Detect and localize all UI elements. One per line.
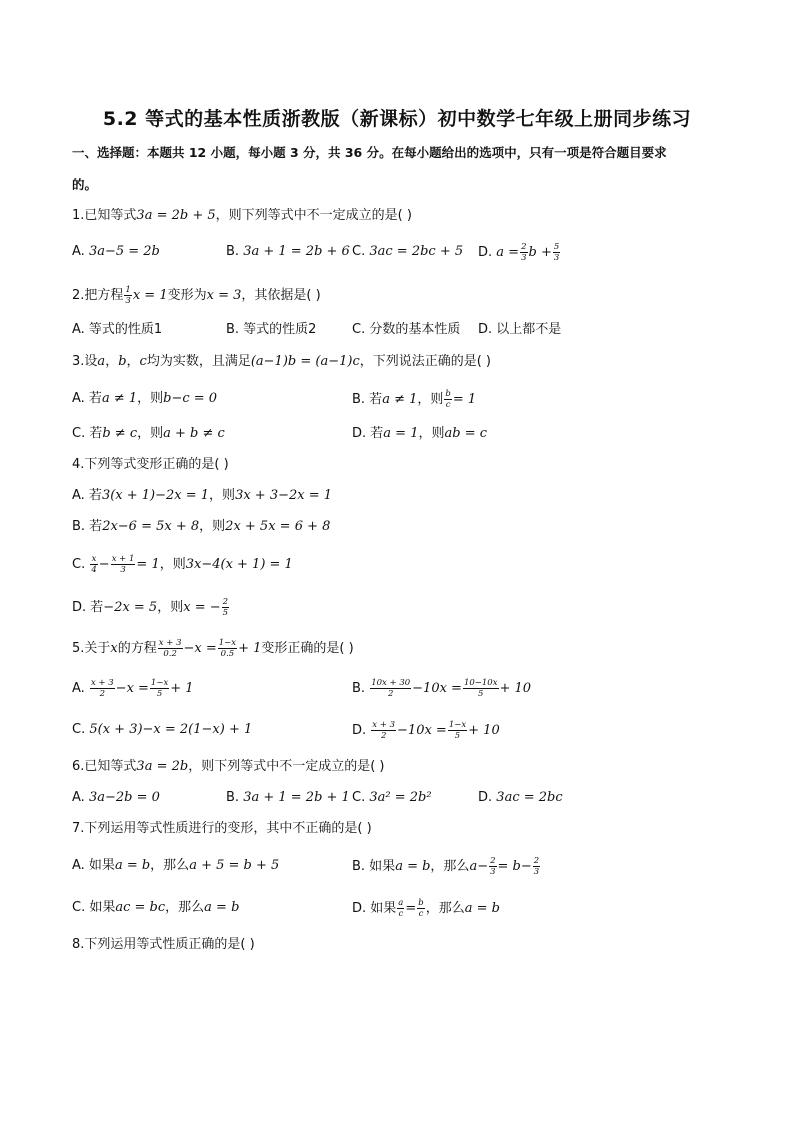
fraction: $\frac{b}{c}$ [445, 389, 451, 410]
q5-option-a[interactable]: A. $\frac{x + 3}{2}$ −x = $\frac{1-x}{5}$ + 1 [72, 678, 194, 699]
q3-option-b[interactable]: B. 若a ≠ 1，则 $\frac{b}{c}$ = 1 [352, 389, 477, 410]
question-7: 7.下列运用等式性质进行的变形，其中不正确的是( ) [72, 821, 372, 836]
fraction: $\frac{2}{3}$ [533, 856, 540, 877]
q7-option-a[interactable]: A. 如果a = b，那么a + 5 = b + 5 [72, 858, 280, 873]
q1-option-b[interactable]: B. 3a + 1 = 2b + 6 [226, 244, 350, 259]
fraction: $\frac{1-x}{5}$ [448, 720, 467, 741]
q5-option-d[interactable]: D. $\frac{x + 3}{2}$ −10x = $\frac{1-x}{5}$ + 10 [352, 720, 500, 741]
fraction: $\frac{10-10x}{5}$ [463, 678, 498, 699]
q7-option-c[interactable]: C. 如果ac = bc，那么a = b [72, 900, 240, 915]
q6-option-a[interactable]: A. 3a−2b = 0 [72, 790, 160, 805]
q3-option-a[interactable]: A. 若a ≠ 1，则b−c = 0 [72, 391, 218, 406]
q4-option-d[interactable]: D. 若−2x = 5，则x = − $\frac{2}{5}$ [72, 597, 229, 618]
q7-option-b[interactable]: B. 如果a = b，那么a− $\frac{2}{3}$ = b− $\frac{2}{3}$ [352, 856, 540, 877]
q7-option-d[interactable]: D. 如果 $\frac{a}{c}$ = $\frac{b}{c}$ ，那么a = b [352, 898, 500, 919]
fraction: $\frac{a}{c}$ [398, 898, 404, 919]
question-1: 1.已知等式3a = 2b + 5，则下列等式中不一定成立的是( ) [72, 208, 412, 223]
fraction: $\frac{2}{3}$ [521, 242, 527, 263]
question-4: 4.下列等式变形正确的是( ) [72, 457, 229, 472]
q6-option-d[interactable]: D. 3ac = 2bc [478, 790, 563, 805]
fraction: $\frac{5}{3}$ [553, 242, 560, 263]
q5-option-b[interactable]: B. $\frac{10x + 30}{2}$ −10x = $\frac{10-10x}{5}$ + 10 [352, 678, 532, 699]
q6-option-b[interactable]: B. 3a + 1 = 2b + 1 [226, 790, 350, 805]
q4-option-c[interactable]: C. $\frac{x}{4}$ − $\frac{x + 1}{3}$ = 1，则3x−4(x + 1) = 1 [72, 554, 293, 575]
fraction: $\frac{2}{3}$ [490, 856, 496, 877]
question-6: 6.已知等式3a = 2b，则下列等式中不一定成立的是( ) [72, 759, 385, 774]
q2-option-b[interactable]: B. 等式的性质2 [226, 322, 317, 337]
fraction: $\frac{1-x}{0.5}$ [218, 638, 237, 659]
q5-option-c[interactable]: C. 5(x + 3)−x = 2(1−x) + 1 [72, 722, 253, 737]
fraction: $\frac{x + 3}{2}$ [90, 678, 114, 699]
section-instructions-line1: 一、选择题：本题共 12 小题，每小题 3 分，共 36 分。在每小题给出的选项中，只有一项是符合题目要求 [72, 145, 667, 160]
fraction: $\frac{2}{5}$ [222, 597, 229, 618]
q1-option-c[interactable]: C. 3ac = 2bc + 5 [352, 244, 464, 259]
fraction: $\frac{b}{c}$ [418, 898, 424, 919]
question-5: 5.关于x的方程 $\frac{x + 3}{0.2}$ −x = $\frac{1-x}{0.5}$ + 1变形正确的是( ) [72, 638, 354, 659]
fraction: $\frac{1}{3}$ [125, 285, 131, 306]
fraction: $\frac{10x + 30}{2}$ [371, 678, 411, 699]
section-instructions-line2: 的。 [72, 177, 98, 192]
question-3: 3.设a，b，c均为实数，且满足(a−1)b = (a−1)c，下列说法正确的是( ) [72, 354, 491, 369]
question-8: 8.下列运用等式性质正确的是( ) [72, 937, 255, 952]
q6-option-c[interactable]: C. 3a² = 2b² [352, 790, 432, 805]
q1-option-d[interactable]: D. a = $\frac{2}{3}$ b + $\frac{5}{3}$ [478, 242, 560, 263]
q4-option-a[interactable]: A. 若3(x + 1)−2x = 1，则3x + 3−2x = 1 [72, 488, 333, 503]
question-2: 2.把方程 $\frac{1}{3}$ x = 1变形为x = 3，其依据是( ) [72, 285, 321, 306]
fraction: $\frac{1-x}{5}$ [150, 678, 169, 699]
fraction: $\frac{x + 3}{0.2}$ [158, 638, 182, 659]
fraction: $\frac{x}{4}$ [91, 554, 97, 575]
q4-option-b[interactable]: B. 若2x−6 = 5x + 8，则2x + 5x = 6 + 8 [72, 519, 331, 534]
fraction: $\frac{x + 1}{3}$ [111, 554, 135, 575]
q2-option-d[interactable]: D. 以上都不是 [478, 322, 562, 337]
q3-option-c[interactable]: C. 若b ≠ c，则a + b ≠ c [72, 426, 225, 441]
fraction: $\frac{x + 3}{2}$ [372, 720, 396, 741]
q2-option-c[interactable]: C. 分数的基本性质 [352, 322, 461, 337]
q2-option-a[interactable]: A. 等式的性质1 [72, 322, 163, 337]
page-title: 5.2 等式的基本性质浙教版（新课标）初中数学七年级上册同步练习 [102, 108, 692, 130]
q1-option-a[interactable]: A. 3a−5 = 2b [72, 244, 160, 259]
q3-option-d[interactable]: D. 若a = 1，则ab = c [352, 426, 487, 441]
